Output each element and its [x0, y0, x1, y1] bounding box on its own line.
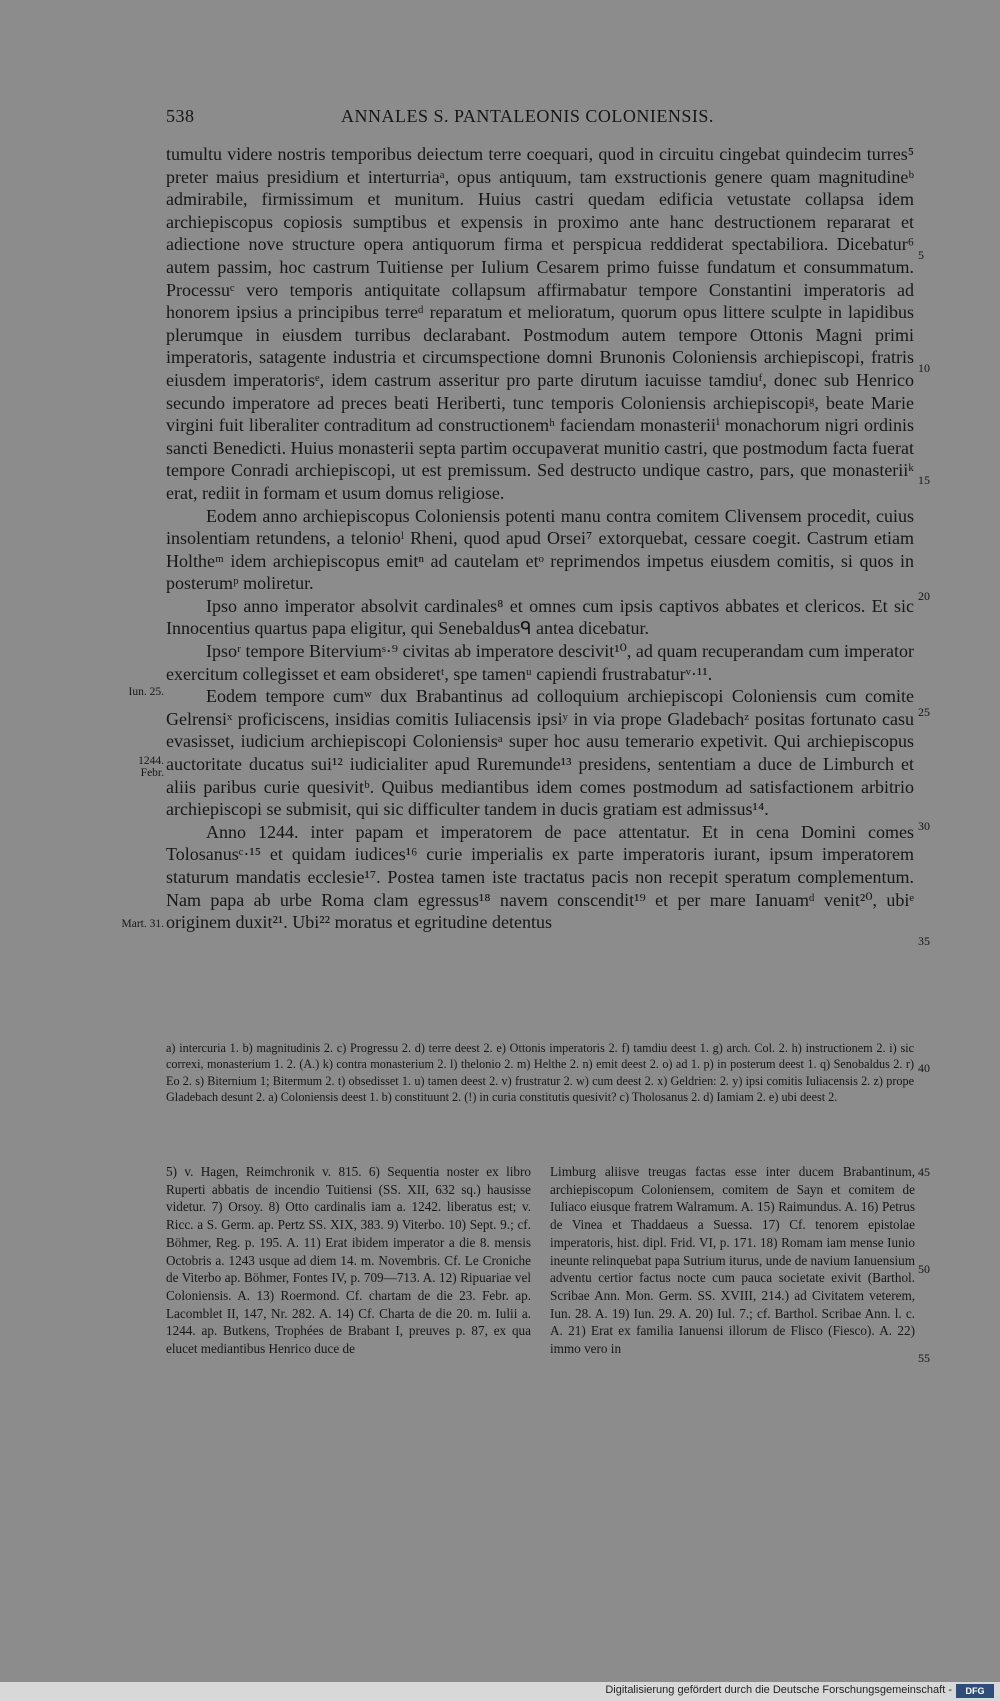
- line-number: 30: [918, 819, 930, 833]
- footnotes-right-column: Limburg aliisve treugas factas esse inter ducem Brabantinum, archiepiscopum Coloniensem, comitem de Sayn et comitem de Iuliaco eiusque fratrem Walramum. A. 15) Raimundus. A. 16) Petrus de Vinea et Thaddaeus a Suessa. 17) Cf. tenorem epistolae imperatoris, hist. dipl. Frid. VI, p. 171. 18) Romam iam mense Iunio ineunte relinquebat papa Sutrium iturus, unde de navium Ianuensium adventu certior factus nocte cum pauca societate exivit (Barthol. Scribae Ann. Mon. Germ. SS. XVIII, 214.) ad Civitatem veterem, Iun. 28. A. 19) Iun. 29. A. 20) Iul. 7.; cf. Barthol. Scribae Ann. l. c. A. 21) Erat ex familia Ianuensi illorum de Flisco (Fiesco). A. 22) immo vero in: [550, 1164, 915, 1357]
- line-number: 25: [918, 705, 930, 719]
- margin-date: Mart. 31.: [121, 918, 164, 930]
- footer-credit: Digitalisierung gefördert durch die Deutsche Forschungsgemeinschaft -: [605, 1684, 952, 1696]
- line-number: 15: [918, 473, 930, 487]
- dfg-logo-icon: DFG: [956, 1684, 994, 1698]
- line-number: 5: [918, 248, 924, 262]
- line-number: 40: [918, 1061, 930, 1075]
- paragraph: Anno 1244. inter papam et imperatorem de pace attentatur. Et in cena Domini comes Tolosanusᶜ·¹⁵ et quidam iudices¹⁶ curie imperialis ex parte imperatoris iurant, ipsum imperatorem staturum mandatis ecclesie¹⁷. Postea tamen iste tractatus pacis non recepit speratum complementum. Nam papa ab urbe Roma clam egressus¹⁸ navem conscendit¹⁹ et per mare Ianuamᵈ venit²⁰, ubiᵉ originem duxit²¹. Ubi²² moratus et egritudine detentus: [166, 821, 914, 933]
- paragraph: Eodem anno archiepiscopus Coloniensis potenti manu contra comitem Clivensem procedit, cuius insolentiam retundens, a telonioˡ Rheni, quod apud Orsei⁷ extorquebat, cessare coegit. Castrum etiam Holtheᵐ idem archiepiscopus emitⁿ ad cautelam etᵒ reprimendos impetus eiusdem comitis, si quos in posterumᵖ moliretur.: [166, 505, 914, 594]
- page-header: [166, 106, 914, 132]
- line-number: 45: [918, 1165, 930, 1179]
- line-number: 35: [918, 934, 930, 948]
- footnotes-left-column: 5) v. Hagen, Reimchronik v. 815. 6) Sequentia noster ex libro Ruperti abbatis de incendio Tuitiensi (SS. XII, 632 sq.) hausisse videtur. 7) Orsoy. 8) Otto cardinalis iam a. 1242. liberatus est; v. Ricc. a S. Germ. ap. Pertz SS. XIX, 383. 9) Viterbo. 10) Sept. 9.; cf. Böhmer, Reg. p. 195. A. 11) Erat ibidem imperator a die 8. mensis Octobris a. 1243 usque ad diem 14. m. Novembris. Cf. Le Croniche de Viterbo ap. Böhmer, Fontes IV, p. 709—713. A. 12) Ripuariae vel Coloniensis. A. 13) Roermond. Cf. chartam de die 23. Febr. ap. Lacomblet II, 147, Nr. 282. A. 14) Cf. Charta de die 20. m. Iulii a. 1244. ap. Butkens, Trophées de Brabant I, preuves p. 87, ex qua elucet mediantibus Henrico duce de: [166, 1164, 531, 1357]
- variant-readings: a) intercuria 1. b) magnitudinis 2. c) Progressu 2. d) terre deest 2. e) Ottonis imperatoris 2. f) tamdiu deest 1. g) arch. Col. 2. h) instructionem 2. i) sic correxi, monasterium 1. 2. (A.) k) contra monasterium 2. l) thelonio 2. m) Helthe 2. n) emit deest 2. o) ad 1. p) in posterum deest 1. q) Senobaldus 2. r) Eo 2. s) Biternium 1; Bitermum 2. t) obsedisset 1. u) tamen deest 2. v) frustratur 2. w) cum deest 2. x) Geldrien: 2. y) ipsi comitis Iuliacensis 2. z) prope Gladebach desunt 2. a) Coloniensis deest 1. b) constituunt 2. (!) in curia constitutis quesivit? c) Tholosanus 2. d) Iamiam 2. e) ubi deest 2.: [166, 1041, 914, 1105]
- line-number: 55: [918, 1351, 930, 1365]
- margin-date: Iun. 25.: [128, 686, 164, 698]
- line-number: 20: [918, 589, 930, 603]
- paragraph: Ipsoʳ tempore Biterviumˢ·⁹ civitas ab imperatore descivit¹⁰, ad quam recuperandam cum imperator exercitum collegisset et eam obsideretᵗ, spe tamenᵘ capiendi frustrabaturᵛ·¹¹.: [166, 641, 914, 684]
- line-number: 10: [918, 361, 930, 375]
- paragraph: Ipso anno imperator absolvit cardinales⁸ et omnes cum ipsis captivos abbates et clericos. Et sic Innocentius quartus papa eligitur, qui Senebaldusᑫ antea dicebatur.: [166, 595, 914, 639]
- page-number: 538: [166, 106, 195, 126]
- main-text: [166, 143, 914, 934]
- paragraph: Eodem tempore cumʷ dux Brabantinus ad colloquium archiepiscopi Coloniensis cum comite Gelrensiˣ proficiscens, insidias comitis Iuliacensis ipsiʸ in via prope Gladebachᶻ positas fortunato casu evasisset, iudicium archiepiscopi Coloniensisᵃ super hoc ausu temerario expetivit. Qui archiepiscopus auctoritate ducatus sui¹² iudicialiter apud Ruremunde¹³ presidens, sententiam a duce de Limburch et aliis paribus curie quesivitᵇ. Quibus mediantibus idem comes postmodum ad satisfactionem arbitrio archiepiscopi se submisit, qui sic difficulter tandem in ducis gratiam est admissus¹⁴.: [166, 686, 914, 820]
- digitization-footer: [0, 1682, 1000, 1701]
- running-head: ANNALES S. PANTALEONIS COLONIENSIS.: [341, 106, 714, 126]
- paragraph: tumultu videre nostris temporibus deiectum terre coequari, quod in circuitu cingebat quindecim turres⁵ preter maius presidium et interturriaᵃ, opus antiquum, tam exstructionis genere quam magnitudineᵇ admirabile, firmissimum et munitum. Huius castri quedam edificia vetustate collapsa idem archiepiscopus copiosis sumptibus et expensis in proximo ante hanc destructionem repararat et adiectione nove structure opera antiquorum firma et perspicua reddiderat spectabiliora. Dicebatur⁶ autem passim, hoc castrum Tuitiense per Iulium Cesarem primo fuisse fundatum et consummatum. Processuᶜ vero temporis antiquitate collapsum affirmabatur tempore Constantini imperatoris ad honorem ipsius a principibus terreᵈ reparatum et melioratum, quorum opus littere sculpte in lapidibus plerumque in eiusdem turribus declarabant. Postmodum autem tempore Ottonis Magni primi imperatoris, satagente industria et circumspectione domni Brunonis Coloniensis archiepiscopi, fratris eiusdem imperatorisᵉ, idem castrum asseritur pro parte dirutum iacuisse tamdiuᶠ, donec sub Henrico secundo imperatore ad preces beati Heriberti, tunc temporis Coloniensis archiepiscopiᵍ, beate Marie virgini fuit liberaliter contraditum ad constructionemʰ faciendam monasteriiⁱ monachorum nigri ordinis sancti Benedicti. Huius monasterii septa partim occupaverat munitio castri, que postmodum facta fuerat tempore Conradi archiepiscopi, ut est premissum. Sed destructo undique castro, pars, que monasteriiᵏ erat, rediit in formam et usum domus religiose.: [166, 144, 914, 503]
- margin-date: 1244. Febr.: [138, 755, 164, 779]
- line-number: 50: [918, 1262, 930, 1276]
